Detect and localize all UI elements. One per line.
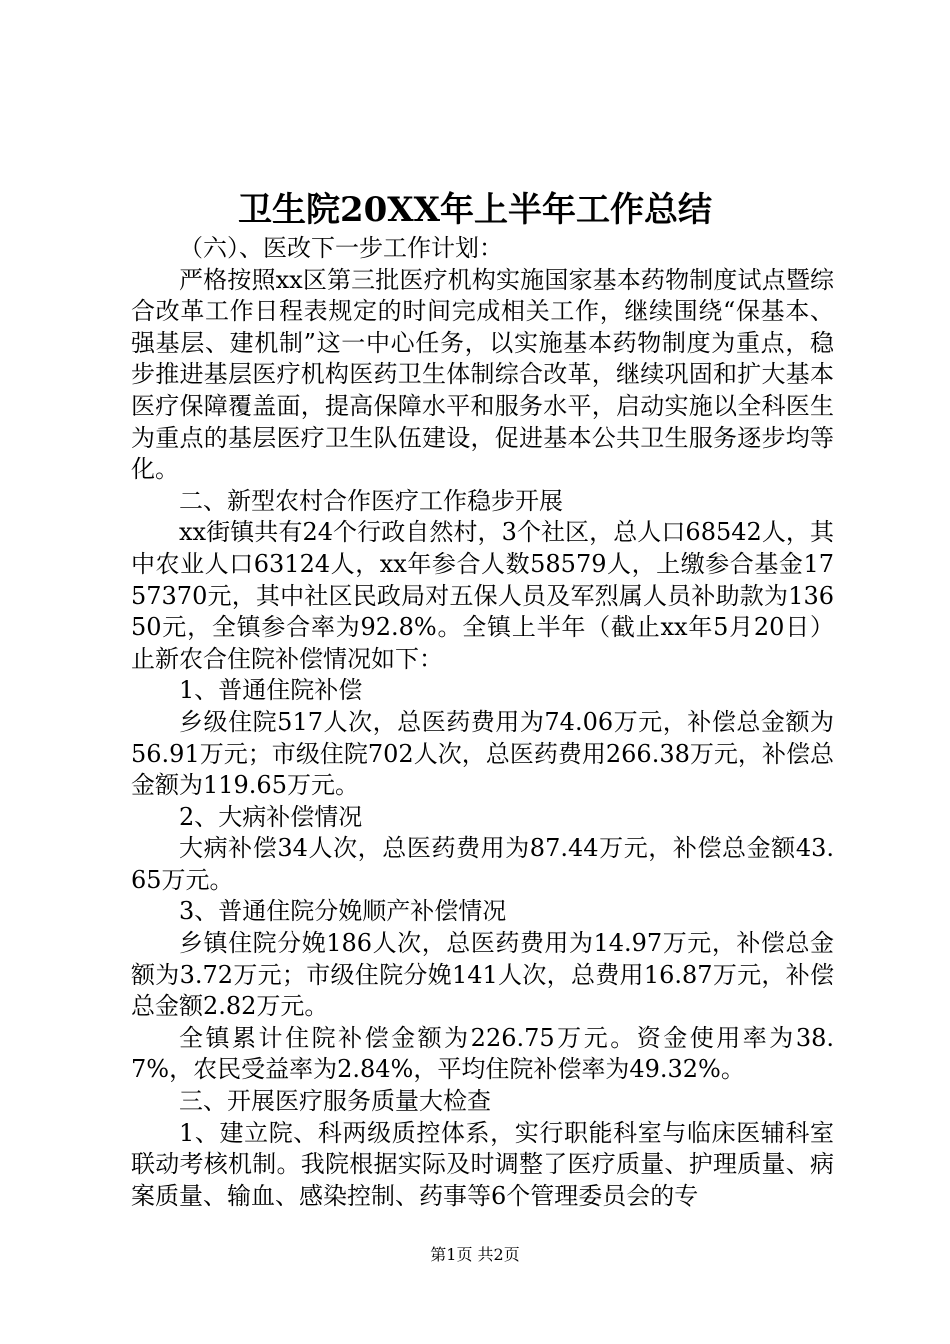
paragraph: （六）、医改下一步工作计划： (179, 234, 503, 262)
section-heading: 三、开展医疗服务质量大检查 (179, 1087, 491, 1116)
paragraph: xx街镇共有24个行政自然村，3个社区，总人口68542人，其中农业人口63124人，xx年参合人数58579人，上缴参合基金1757370元，其中社区民政局对五保人员及军烈属人员补助款为13650元，全镇参合率为92.8%。全镇上半年（截止xx年5月20日）止新农合住院补偿情况如下： (131, 518, 834, 673)
paragraph: 全镇累计住院补偿金额为226.75万元。资金使用率为38.7%，农民受益率为2.84%，平均住院补偿率为49.32%。 (131, 1023, 834, 1084)
paragraph: 大病补偿34人次，总医药费用为87.44万元，补偿总金额43.65万元。 (131, 834, 834, 894)
sub-heading: 1、普通住院补偿 (179, 676, 363, 705)
document-title: 卫生院20XX年上半年工作总结 (237, 190, 713, 230)
paragraph: 乡级住院517人次，总医药费用为74.06万元，补偿总金额为56.91万元；市级住院702人次，总医药费用266.38万元，补偿总金额为119.65万元。 (131, 707, 834, 800)
paragraph: 1、建立院、科两级质控体系，实行职能科室与临床医辅科室联动考核机制。我院根据实际及时调整了医疗质量、护理质量、病案质量、输血、感染控制、药事等6个管理委员会的专 (131, 1118, 834, 1210)
page-footer: 第1页 共2页 (430, 1245, 520, 1264)
paragraph: 乡镇住院分娩186人次，总医药费用为14.97万元，补偿总金额为3.72万元；市级住院分娩141人次，总费用16.87万元，补偿总金额2.82万元。 (131, 929, 834, 1021)
paragraph: 严格按照xx区第三批医疗机构实施国家基本药物制度试点暨综合改革工作日程表规定的时间完成相关工作，继续围绕“保基本、强基层、建机制”这一中心任务，以实施基本药物制度为重点，稳步推进基层医疗机构医药卫生体制综合改革，继续巩固和扩大基本医疗保障覆盖面，提高保障水平和服务水平，启动实施以全科医生为重点的基层医疗卫生队伍建设，促进基本公共卫生服务逐步均等化。 (131, 265, 834, 484)
sub-heading: 3、普通住院分娩顺产补偿情况 (179, 897, 507, 926)
section-heading: 二、新型农村合作医疗工作稳步开展 (179, 486, 563, 515)
document-body (131, 233, 834, 1212)
sub-heading: 2、大病补偿情况 (179, 802, 363, 831)
